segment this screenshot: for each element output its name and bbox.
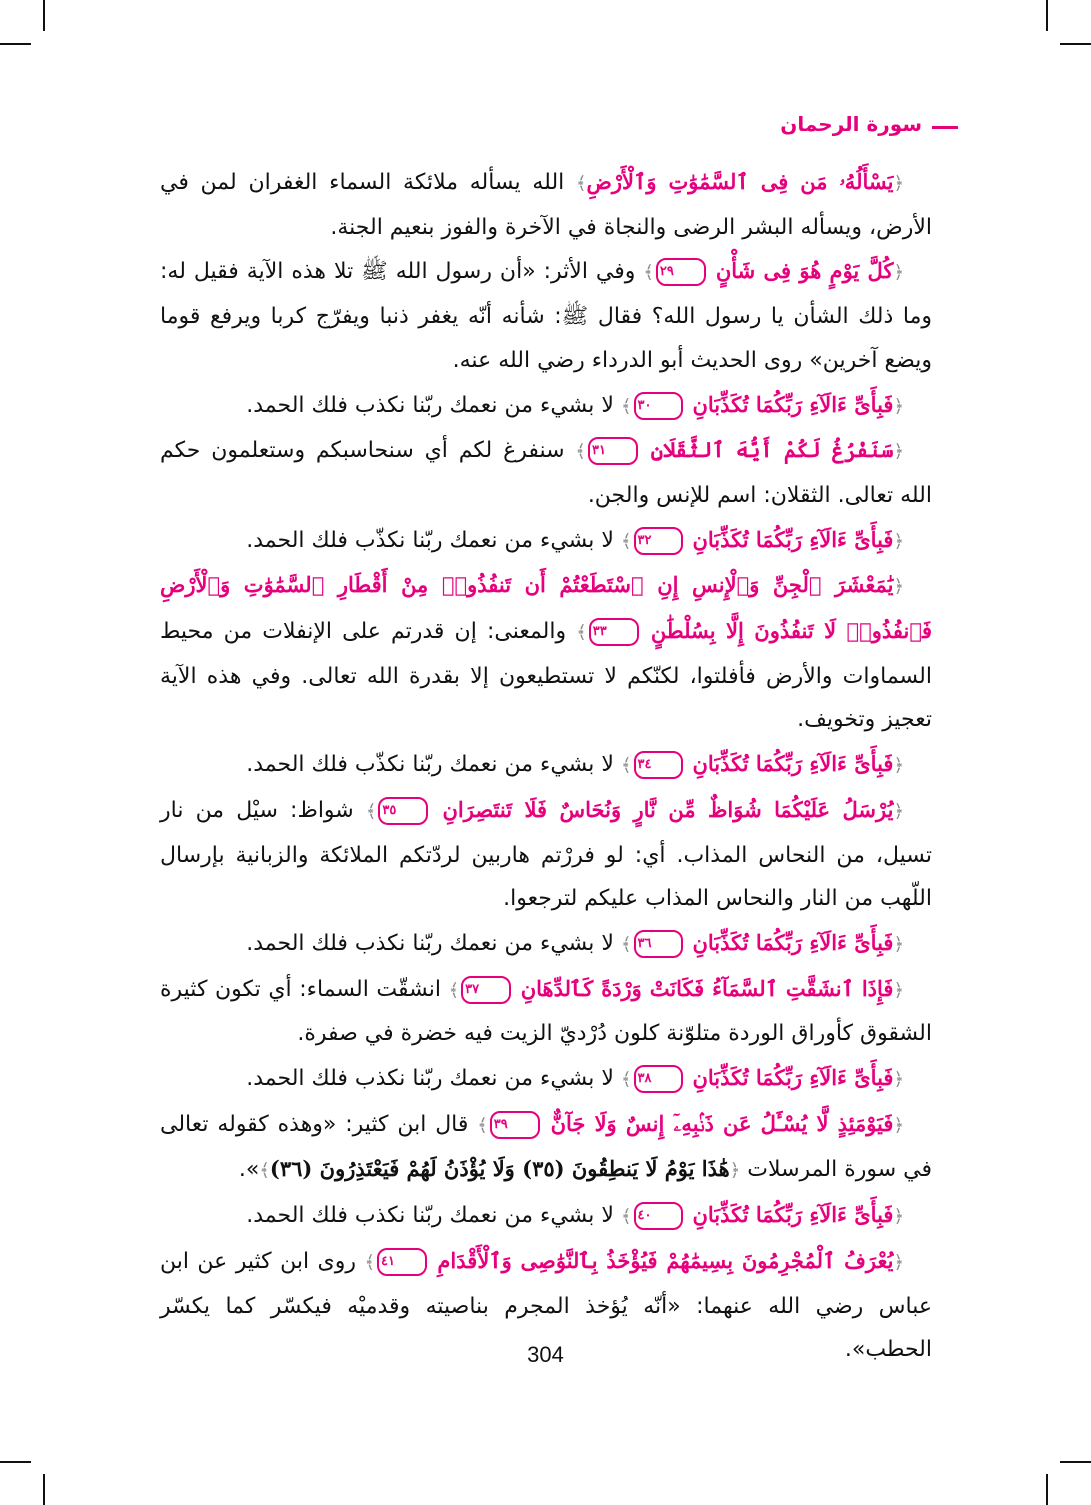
ornate-bracket-open: ﴿ — [729, 1160, 741, 1182]
crop-mark — [0, 1461, 31, 1463]
tafsir-paragraph — [160, 742, 932, 788]
tafsir-paragraph — [160, 1056, 932, 1102]
commentary-text: لا بشيء من نعمك ربّنا نكذب فلك الحمد. — [246, 392, 614, 418]
tafsir-paragraph — [160, 518, 932, 564]
tafsir-paragraph — [160, 249, 932, 382]
quran-verse: كُلَّ يَوْمٍ هُوَ فِى شَأْنٍ — [715, 258, 894, 284]
ornate-bracket-open: ﴿ — [893, 1069, 904, 1091]
tafsir-paragraph — [160, 160, 932, 249]
tafsir-paragraph — [160, 563, 932, 742]
ornate-bracket-close: ﴾ — [575, 441, 586, 463]
commentary-text: شواظ: سيْل من نار تسيل، من النحاس المذاب. أي: لو فررْتم هاربين لردّتكم الملائكة والزبانية بإرسال اللّهب من النار والنحاس المذاب عليكم لترجعوا. — [160, 797, 932, 912]
ornate-bracket-open: ﴿ — [893, 979, 904, 1001]
page-number: 304 — [527, 1342, 564, 1367]
quran-verse: فَبِأَىِّ ءَالَآءِ رَبِّكُمَا تُكَذِّبَانِ — [692, 1065, 894, 1091]
verse-number-icon: ٣٦ — [634, 930, 684, 958]
ornate-bracket-open: ﴿ — [893, 1251, 904, 1273]
ornate-bracket-open: ﴿ — [893, 1114, 904, 1136]
crop-mark — [0, 43, 31, 45]
running-header — [780, 112, 958, 136]
tafsir-paragraph — [160, 967, 932, 1056]
ornate-bracket-close: ﴾ — [259, 1160, 270, 1182]
commentary-text: الله يسأله ملائكة السماء الغفران لمن في الأرض، ويسأله البشر الرضى والنجاة في الآخرة والفوز بنعيم الجنة. — [160, 170, 932, 240]
commentary-text: روى ابن كثير عن ابن عباس رضي الله عنهما: «أنّه يُؤخذ المجرم بناصيته وقدميْه فيكسّر كما يكسّر الحطب». — [160, 1248, 932, 1363]
quran-verse: فَبِأَىِّ ءَالَآءِ رَبِّكُمَا تُكَذِّبَانِ — [692, 751, 894, 777]
quran-verse: فَبِأَىِّ ءَالَآءِ رَبِّكُمَا تُكَذِّبَانِ — [692, 1202, 894, 1228]
tafsir-paragraph — [160, 1102, 932, 1193]
crop-mark — [1046, 1474, 1048, 1505]
ornate-bracket-open: ﴿ — [893, 800, 904, 822]
ornate-bracket-open: ﴿ — [893, 173, 904, 194]
verse-number-icon: ٣٧ — [461, 976, 511, 1004]
quran-verse: سَنَفْرُغُ لَكُمْ أَيُّهَ ٱلثَّقَلَانِ — [650, 437, 894, 463]
ornate-bracket-close: ﴾ — [576, 622, 587, 644]
crop-mark — [1046, 0, 1048, 31]
verse-number-icon: ٣٠ — [634, 392, 684, 420]
commentary-tail: ». — [238, 1157, 260, 1183]
verse-number-icon: ٢٩ — [656, 258, 706, 286]
ornate-bracket-close: ﴾ — [448, 979, 460, 1001]
ornate-bracket-close: ﴾ — [575, 173, 587, 194]
quran-verse: فَبِأَىِّ ءَالَآءِ رَبِّكُمَا تُكَذِّبَانِ — [692, 526, 894, 552]
commentary-text: وفي الأثر: «أن رسول الله ﷺ تلا هذه الآية فقيل له: وما ذلك الشأن يا رسول الله؟ فقال ﷺ: شأنه أنّه يغفر ذنبا ويفرّج كربا ويرفع قوما ويضع آخرين» روى الحديث أبو الدرداء رضي الله عنه. — [160, 259, 932, 373]
ornate-bracket-open: ﴿ — [893, 395, 904, 417]
verse-number-icon: ٣٤ — [634, 751, 684, 779]
commentary-text: لا بشيء من نعمك ربّنا نكذب فلك الحمد. — [246, 1203, 614, 1229]
tafsir-paragraph — [160, 1193, 932, 1239]
quran-verse: يُرْسَلُ عَلَيْكُمَا شُوَاظٌ مِّن نَّارٍ وَنُحَاسٌ فَلَا تَنتَصِرَانِ — [442, 796, 894, 822]
commentary-text: لا بشيء من نعمك ربّنا نكذب فلك الحمد. — [246, 1066, 614, 1092]
verse-number-icon: ٣١ — [588, 437, 638, 465]
quoted-verse: هَٰذَا يَوْمُ لَا يَنطِقُونَ (٣٥) وَلَا يُؤْذَنُ لَهُمْ فَيَعْتَذِرُونَ (٣٦) — [269, 1156, 730, 1182]
verse-number-icon: ٣٢ — [634, 527, 684, 555]
quran-verse: يَٰمَعْشَرَ ٱلْجِنِّ وَٱلْإِنسِ إِنِ ٱسْتَطَعْتُمْ أَن تَنفُذُوا۟ مِنْ أَقْطَارِ ٱلسَّمَٰوَٰتِ وَٱلْأَرْضِ فَٱنفُذُوا۟ لَا تَنفُذُونَ إِلَّا بِسُلْطَٰنٍ — [160, 572, 933, 644]
ornate-bracket-open: ﴿ — [893, 441, 904, 463]
verse-number-icon: ٤١ — [377, 1248, 427, 1276]
commentary-text: والمعنى: إن قدرتم على الإنفلات من محيط السماوات والأرض فأفلتوا، لكنّكم لا تستطيعون إلا بقدرة الله تعالى. وفي هذه الآية تعجيز وتخويف. — [160, 619, 932, 733]
quran-verse: فَبِأَىِّ ءَالَآءِ رَبِّكُمَا تُكَذِّبَانِ — [692, 391, 894, 417]
verse-number-icon: ٣٨ — [634, 1065, 684, 1093]
ornate-bracket-open: ﴿ — [893, 262, 904, 284]
ornate-bracket-close: ﴾ — [620, 530, 632, 552]
ornate-bracket-close: ﴾ — [620, 395, 632, 417]
ornate-bracket-open: ﴿ — [893, 933, 904, 955]
commentary-text: سنفرغ لكم أي سنحاسبكم وستعلمون حكم الله تعالى. الثقلان: اسم للإنس والجن. — [160, 438, 932, 508]
tafsir-paragraph — [160, 428, 932, 517]
ornate-bracket-close: ﴾ — [364, 1251, 375, 1273]
verse-number-icon: ٣٥ — [378, 797, 428, 825]
verse-number-icon: ٣٩ — [490, 1111, 540, 1139]
ornate-bracket-open: ﴿ — [893, 755, 904, 777]
ornate-bracket-open: ﴿ — [893, 530, 904, 552]
commentary-text: لا بشيء من نعمك ربّنا نكذب فلك الحمد. — [246, 930, 614, 956]
verse-number-icon: ٤٠ — [634, 1202, 684, 1230]
crop-mark — [1060, 43, 1091, 45]
crop-mark — [1060, 1461, 1091, 1463]
commentary-text: لا بشيء من نعمك ربّنا نكذّب فلك الحمد. — [246, 752, 614, 778]
quran-verse: فَإِذَا ٱنشَقَّتِ ٱلسَّمَآءُ فَكَانَتْ وَرْدَةً كَٱلدِّهَانِ — [520, 975, 894, 1001]
commentary-text: انشقّت السماء: أي تكون كثيرة الشقوق كأوراق الوردة متلوّنة كلون دُرْديّ الزيت فيه خضرة في صفرة. — [160, 976, 932, 1047]
ornate-bracket-open: ﴿ — [893, 1206, 904, 1228]
ornate-bracket-close: ﴾ — [620, 755, 632, 777]
ornate-bracket-close: ﴾ — [620, 933, 632, 955]
commentary-text: قال ابن كثير: «وهذه كقوله تعالى في سورة المرسلات — [160, 1111, 932, 1183]
ornate-bracket-open: ﴿ — [893, 576, 904, 598]
quran-verse: فَبِأَىِّ ءَالَآءِ رَبِّكُمَا تُكَذِّبَانِ — [692, 929, 894, 955]
ornate-bracket-close: ﴾ — [365, 800, 377, 822]
quran-verse: يَسْأَلُهُۥ مَن فِى ٱلسَّمَٰوَٰتِ وَٱلْأَرْضِ — [586, 169, 894, 194]
tafsir-paragraph — [160, 788, 932, 921]
page-body — [160, 160, 932, 1372]
ornate-bracket-close: ﴾ — [643, 262, 654, 284]
quran-verse: فَيَوْمَئِذٍ لَّا يُسْـَٔلُ عَن ذَنۢبِهِۦٓ إِنسٌ وَلَا جَآنٌّ — [550, 1110, 894, 1136]
crop-mark — [43, 0, 45, 31]
ornate-bracket-close: ﴾ — [620, 1206, 632, 1228]
ornate-bracket-close: ﴾ — [477, 1114, 488, 1136]
quran-verse: يُعْرَفُ ٱلْمُجْرِمُونَ بِسِيمَٰهُمْ فَيُؤْخَذُ بِٱلنَّوَٰصِى وَٱلْأَقْدَامِ — [437, 1247, 894, 1273]
surah-title: سورة الرحمان — [780, 112, 922, 136]
commentary-text: لا بشيء من نعمك ربّنا نكذّب فلك الحمد. — [246, 527, 614, 553]
verse-number-icon: ٣٣ — [589, 618, 639, 646]
ornate-bracket-close: ﴾ — [620, 1069, 632, 1091]
crop-mark — [43, 1474, 45, 1505]
tafsir-paragraph — [160, 383, 932, 429]
header-rule — [932, 126, 958, 129]
tafsir-paragraph — [160, 921, 932, 967]
